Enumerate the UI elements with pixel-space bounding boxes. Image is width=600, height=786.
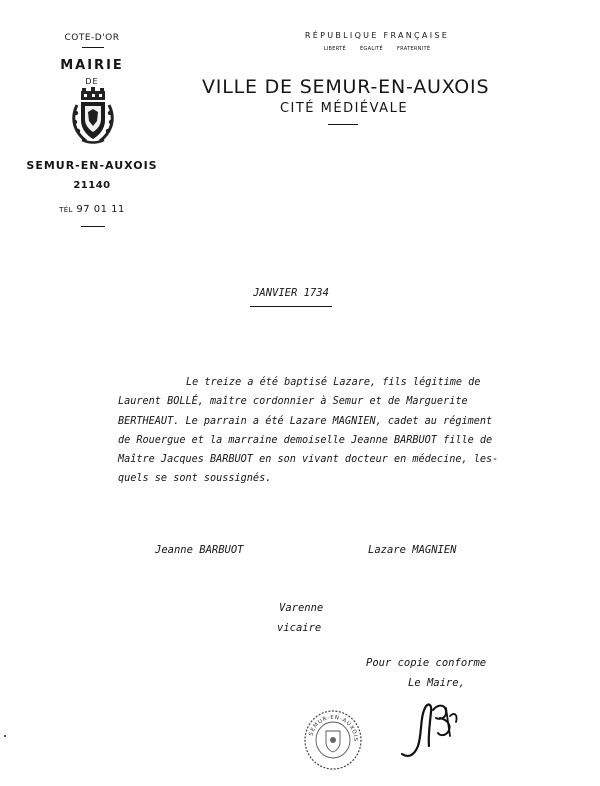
divider (328, 124, 358, 125)
certification-line: Pour copie conforme (366, 657, 487, 669)
motto-liberte: LIBERTÉ (323, 46, 346, 52)
city-title: VILLE DE SEMUR-EN-AUXOIS (202, 76, 490, 98)
priest-title: vicaire (277, 622, 322, 634)
priest-name: Varenne (279, 602, 324, 614)
republic-motto (280, 46, 474, 52)
mayor-label: Le Maire, (408, 677, 465, 689)
telephone-number: 97 01 11 (76, 204, 125, 215)
record-line: Maître Jacques BARBUOT en son vivant docteur en médecine, les- (118, 454, 499, 466)
record-line: Laurent BOLLÉ, maître cordonnier à Semur et de Marguerite (118, 396, 468, 408)
official-stamp (302, 704, 364, 772)
record-line: quels se sont soussignés. (118, 473, 272, 485)
de-label: DE (85, 77, 99, 86)
godmother-signature: Jeanne BARBUOT (155, 544, 244, 556)
department-label: COTE-D'OR (64, 33, 120, 43)
mairie-label: MAIRIE (60, 58, 124, 73)
coat-of-arms-icon (72, 87, 114, 145)
mayor-signature (398, 696, 470, 762)
record-line: BERTHEAUT. Le parrain a été Lazare MAGNIEN, cadet au régiment (118, 415, 493, 427)
motto-fraternite: FRATERNITÉ (397, 46, 431, 52)
record-date: JANVIER 1734 (253, 287, 329, 299)
margin-mark (4, 735, 6, 737)
stamp-text: SEMUR-EN-AUXOIS (308, 714, 359, 742)
republic-name: RÉPUBLIQUE FRANÇAISE (304, 31, 450, 40)
divider (81, 226, 105, 227)
postcode: 21140 (73, 180, 111, 191)
divider (82, 47, 104, 48)
godfather-signature: Lazare MAGNIEN (368, 544, 457, 556)
motto-egalite: ÉGALITÉ (359, 46, 383, 52)
record-line: Le treize a été baptisé Lazare, fils légitime de (186, 377, 481, 388)
telephone (22, 204, 162, 215)
town-name: SEMUR-EN-AUXOIS (26, 159, 158, 172)
city-subtitle: CITÉ MÉDIÉVALE (279, 101, 409, 116)
record-line: de Rouergue et la marraine demoiselle Jeanne BARBUOT fille de (118, 434, 493, 446)
date-underline (250, 306, 332, 307)
baptism-record (118, 373, 499, 489)
telephone-label: TÉL (59, 206, 73, 214)
